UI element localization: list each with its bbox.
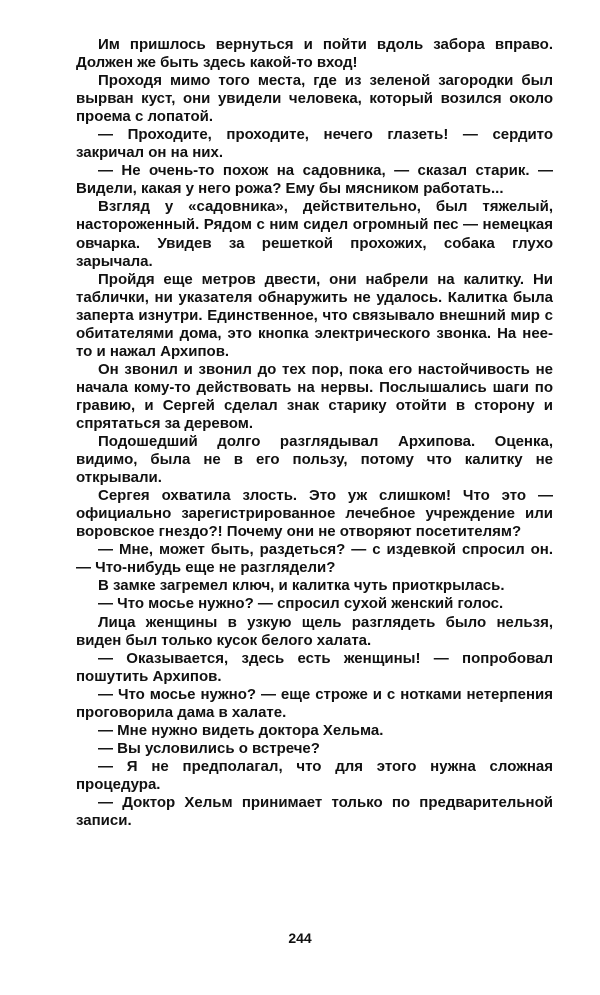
paragraph: Лица женщины в узкую щель разглядеть было нельзя, виден был только кусок белого халата. — [76, 613, 553, 649]
paragraph: — Вы условились о встрече? — [98, 739, 320, 757]
paragraph: Им пришлось вернуться и пойти вдоль забора вправо. Должен же быть здесь какой-то вход! — [76, 36, 553, 72]
paragraph: — Не очень-то похож на садовника, — сказал старик. — Видели, какая у него рожа? Ему бы мясником работать... — [76, 162, 553, 198]
paragraph: — Что мосье нужно? — спросил сухой женский голос. — [98, 595, 504, 613]
paragraph: — Мне, может быть, раздеться? — с издевкой спросил он. — Что-нибудь еще не разглядели? — [76, 541, 553, 577]
paragraph: — Я не предполагал, что для этого нужна сложная процедура. — [76, 757, 553, 793]
book-page-text — [76, 36, 553, 830]
paragraph: — Проходите, проходите, нечего глазеть! — сердито закричал он на них. — [76, 126, 553, 162]
paragraph: Проходя мимо того места, где из зеленой загородки был вырван куст, они увидели человека, который возился около проема с лопатой. — [76, 72, 553, 126]
paragraph: В замке загремел ключ, и калитка чуть приоткрылась. — [98, 577, 505, 595]
paragraph: — Мне нужно видеть доктора Хельма. — [98, 721, 384, 739]
paragraph: — Доктор Хельм принимает только по предварительной записи. — [76, 793, 553, 830]
paragraph: Взгляд у «садовника», действительно, был тяжелый, настороженный. Рядом с ним сидел огромный пес — немецкая овчарка. Увидев за решеткой прохожих, собака глухо зарычала. — [76, 198, 553, 270]
page-number: 244 — [288, 930, 312, 946]
paragraph: Сергея охватила злость. Это уж слишком! Что это — официально зарегистрированное лечебное учреждение или воровское гнездо?! Почему они не отворяют посетителям? — [76, 487, 553, 541]
paragraph: Пройдя еще метров двести, они набрели на калитку. Ни таблички, ни указателя обнаружить не удалось. Калитка была заперта изнутри. Единственное, что связывало внешний мир с обитателями дома, это кнопка электрического звонка. На нее-то и нажал Архипов. — [76, 270, 553, 360]
paragraph: — Оказывается, здесь есть женщины! — попробовал пошутить Архипов. — [76, 649, 553, 685]
paragraph: Он звонил и звонил до тех пор, пока его настойчивость не начала кому-то действовать на нервы. Послышались шаги по гравию, и Сергей сделал знак старику отойти в сторону и спрятаться за деревом. — [76, 360, 553, 432]
paragraph: Подошедший долго разглядывал Архипова. Оценка, видимо, была не в его пользу, потому что калитку не открывали. — [76, 433, 553, 487]
paragraph: — Что мосье нужно? — еще строже и с нотками нетерпения проговорила дама в халате. — [76, 685, 553, 721]
